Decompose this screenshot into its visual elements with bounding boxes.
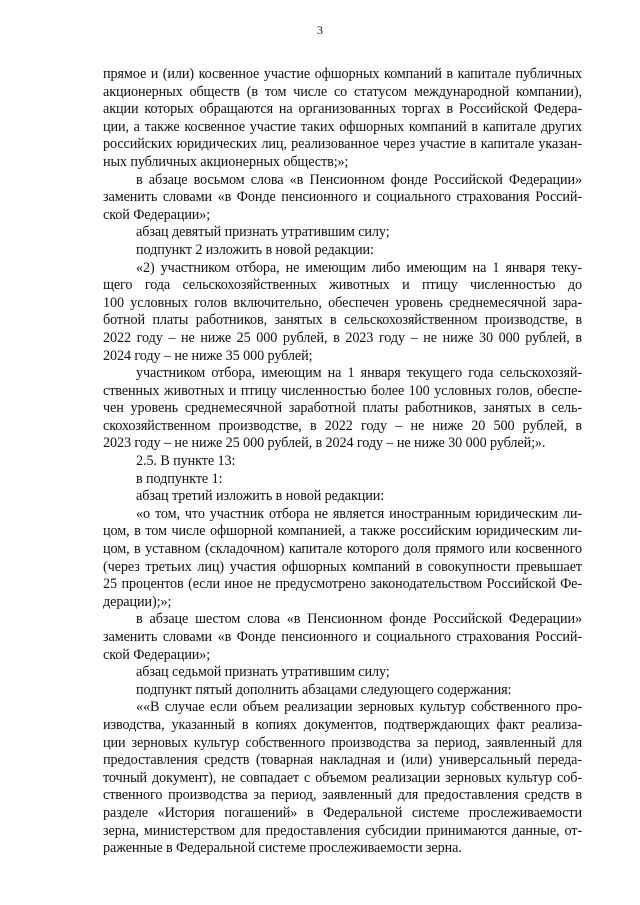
text-line: подпункт пятый дополнить абзацами следующего содержания: (136, 681, 512, 698)
text-line: 2022 году – не ниже 25 000 рублей, в 2023 году – не ниже 30 000 рублей, в (103, 329, 582, 346)
text-line: ции, а также косвенное участие таких офшорных компаний в капитале других (103, 118, 582, 135)
text-line: раженные в Федеральной системе прослеживаемости зерна. (103, 840, 462, 857)
text-line: (через третьих лиц) участия офшорных компаний в совокупности превышает (103, 558, 582, 575)
text-line: скохозяйственном производстве, в 2022 году – не ниже 20 500 рублей, в (103, 417, 582, 434)
text-line: абзац третий изложить в новой редакции: (136, 488, 385, 505)
text-line: ных публичных акционерных обществ;»; (103, 153, 349, 170)
text-line: дерации);»; (103, 593, 172, 610)
text-line: 2.5. В пункте 13: (136, 453, 236, 470)
text-line: чен уровень среднемесячной заработной платы работников, занятых в сель- (103, 400, 582, 417)
text-line: предоставления средств (товарная накладная и (или) универсальный переда- (103, 752, 582, 769)
text-line: ственного производства за период, заявленный для предоставления средств в (103, 787, 582, 804)
text-line: «о том, что участник отбора не является иностранным юридическим ли- (136, 505, 582, 522)
text-line: абзац девятый признать утратившим силу; (136, 224, 390, 241)
text-line: щего года сельскохозяйственных животных и птицу численностью до (103, 277, 582, 294)
text-line: участником отбора, имеющим на 1 января текущего года сельскохозяй- (136, 365, 582, 382)
text-line: 100 условных голов включительно, обеспечен уровень среднемесячной зара- (103, 294, 582, 311)
text-line: ботной платы работников, занятых в сельскохозяйственном производстве, в (103, 312, 582, 329)
text-line: прямое и (или) косвенное участие офшорных компаний в капитале публичных (103, 66, 582, 82)
text-line: ской Федерации»; (103, 646, 211, 663)
text-line: акционерных обществ (в том числе со статусом международной компании), (103, 83, 582, 100)
page-number: 3 (317, 23, 323, 37)
text-line: изводства, указанный в копиях документов, подтверждающих факт реализа- (103, 716, 582, 733)
text-line: зерна, министерством для предоставления субсидии принимаются данные, от- (103, 822, 582, 839)
text-line: ««В случае если объем реализации зерновых культур собственного про- (136, 699, 582, 716)
document-body (103, 66, 582, 858)
text-line: «2) участником отбора, не имеющим либо имеющим на 1 января теку- (136, 259, 582, 276)
text-line: заменить словами «в Фонде пенсионного и социального страхования Россий- (103, 189, 582, 206)
text-line: точный документ), не совпадает с объемом реализации зерновых культур соб- (103, 769, 582, 786)
text-line: цом, в уставном (складочном) капитале которого доля прямого или косвенного (103, 541, 582, 558)
text-line: 2023 году – не ниже 25 000 рублей, в 2024 году – не ниже 30 000 рублей;». (103, 435, 546, 452)
text-line: разделе «История погашений» в Федеральной системе прослеживаемости (103, 804, 582, 821)
text-line: подпункт 2 изложить в новой редакции: (136, 241, 374, 258)
text-line: акции которых обращаются на организованных торгах в Российской Федера- (103, 101, 582, 118)
text-line: в абзаце шестом слова «в Пенсионном фонде Российской Федерации» (136, 611, 582, 628)
text-line: в абзаце восьмом слова «в Пенсионном фонде Российской Федерации» (136, 171, 582, 188)
text-line: абзац седьмой признать утратившим силу; (136, 664, 390, 681)
text-line: российских юридических лиц, реализованное через участие в капитале указан- (103, 136, 582, 153)
text-line: 2024 году – не ниже 35 000 рублей; (103, 347, 313, 364)
text-line: 25 процентов (если иное не предусмотрено законодательством Российской Фе- (103, 576, 582, 593)
text-line: ской Федерации»; (103, 206, 211, 223)
text-line: цом, в том числе офшорной компанией, а также российским юридическим ли- (103, 523, 582, 540)
text-line: заменить словами «в Фонде пенсионного и социального страхования Россий- (103, 629, 582, 645)
text-line: в подпункте 1: (136, 470, 223, 487)
text-line: ции зерновых культур собственного производства за период, заявленный для (103, 734, 582, 751)
text-line: ственных животных и птицу численностью более 100 условных голов, обеспе- (103, 382, 582, 399)
